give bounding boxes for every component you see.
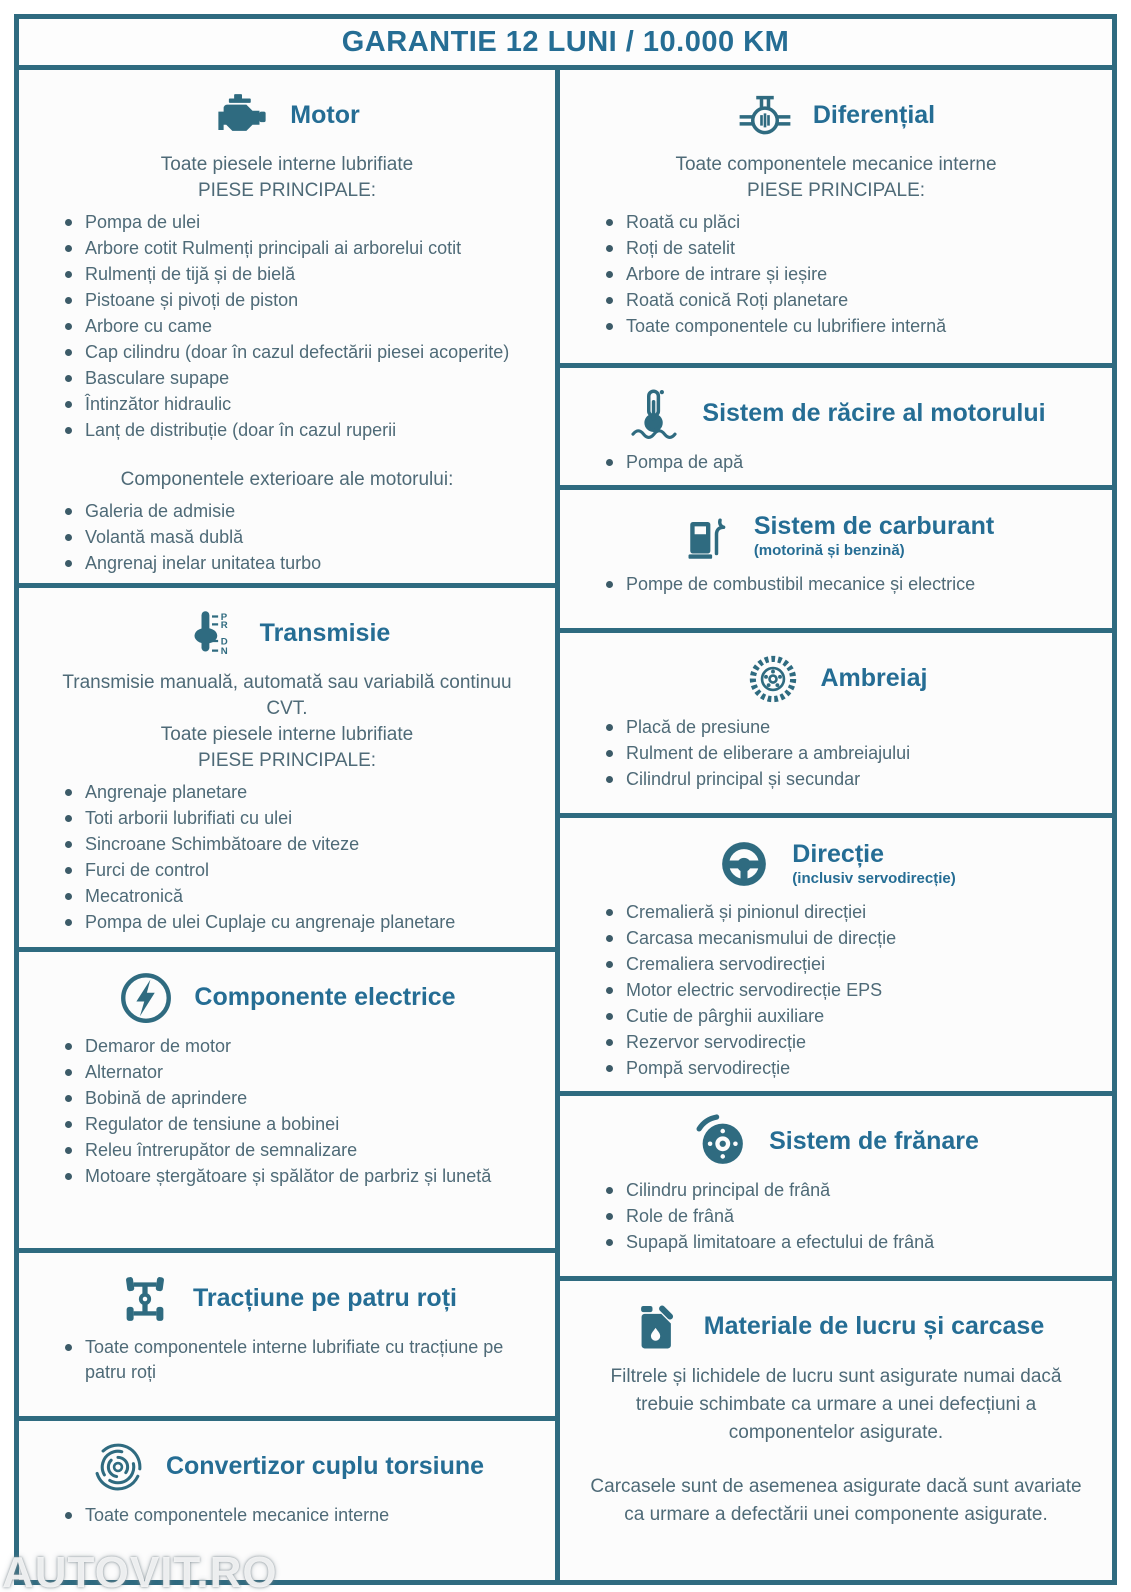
list-item: Toate componentele interne lubrifiate cu tracțiune pe patru roți [63, 1335, 537, 1385]
bullet-list [37, 1034, 537, 1189]
intro-line: Carcasele sunt de asemenea asigurate dacă sunt avariate ca urmare a defectării unei componente asigurate. [590, 1476, 1082, 1525]
list-item: Pompe de combustibil mecanice și electrice [604, 572, 1094, 597]
bullet-list [37, 1503, 537, 1528]
list-item: Arbore cu came [63, 314, 537, 339]
list-item: Alternator [63, 1060, 537, 1085]
list-item: Angrenaj inelar unitatea turbo [63, 551, 537, 576]
list-item: Arbore de intrare și ieșire [604, 262, 1094, 287]
list-item: Carcasa mecanismului de direcție [604, 926, 1094, 951]
list-item: Pompă servodirecție [604, 1056, 1094, 1081]
section-header [37, 606, 537, 662]
torque-converter-icon [90, 1439, 146, 1495]
list-item: Pompa de ulei [63, 210, 537, 235]
bullet-list [37, 499, 537, 576]
section-directie [560, 818, 1112, 1096]
list-item: Pistoane și pivoți de piston [63, 288, 537, 313]
list-item: Angrenaje planetare [63, 780, 537, 805]
list-item: Roți de satelit [604, 236, 1094, 261]
list-item: Placă de presiune [604, 715, 1094, 740]
section-header [578, 88, 1094, 144]
bullet-list [37, 1335, 537, 1385]
bullet-list [578, 1178, 1094, 1255]
intro-line: Toate piesele interne lubrifiate [160, 724, 414, 745]
differential-icon [737, 88, 793, 144]
list-item: Rezervor servodirecție [604, 1030, 1094, 1055]
list-item: Cremalieră și pinionul direcției [604, 900, 1094, 925]
list-item: Întinzător hidraulic [63, 392, 537, 417]
section-motor [19, 70, 555, 588]
list-item: Cilindru principal de frână [604, 1178, 1094, 1203]
list-item: Arbore cotit Rulmenți principali ai arborelui cotit [63, 236, 537, 261]
intro-line: Componentele exterioare ale motorului: [120, 469, 454, 490]
section-franare [560, 1096, 1112, 1281]
section-racire-motor [560, 368, 1112, 490]
bullet-list [37, 780, 537, 935]
page-title: GARANTIE 12 LUNI / 10.000 KM [341, 25, 790, 58]
oil-canister-icon [628, 1299, 684, 1355]
bullet-list [578, 210, 1094, 339]
section-header [578, 508, 1094, 564]
four-wheel-drive-icon [117, 1271, 173, 1327]
fuel-pump-icon [678, 508, 734, 564]
section-transmisie [19, 588, 555, 952]
center-text-block [578, 1363, 1094, 1447]
section-title: Sistem de frănare [769, 1127, 979, 1156]
intro-line: PIESE PRINCIPALE: [746, 180, 926, 201]
list-item: Galeria de admisie [63, 499, 537, 524]
section-tractiune-patru-roti [19, 1253, 555, 1421]
section-header [37, 1439, 537, 1495]
warranty-frame [14, 14, 1117, 1585]
thermometer-icon [626, 386, 682, 442]
list-item: Cap cilindru (doar în cazul defectării piesei acoperite) [63, 340, 537, 365]
bullet-list [37, 210, 537, 443]
list-item: Lanț de distribuție (doar în cazul ruperii [63, 418, 537, 443]
list-item: Role de frână [604, 1204, 1094, 1229]
center-text-block [37, 670, 537, 774]
gear-shifter-icon [184, 606, 240, 662]
bullet-list [578, 450, 1094, 475]
section-convertizor-cuplu [19, 1421, 555, 1580]
list-item: Roată conică Roți planetare [604, 288, 1094, 313]
section-title: Componente electrice [194, 983, 456, 1012]
svg-text:N: N [220, 646, 228, 658]
svg-text:P: P [220, 612, 227, 623]
svg-text:R: R [220, 619, 228, 631]
section-ambreiaj [560, 633, 1112, 818]
list-item: Motoare ștergătoare și spălător de parbriz și lunetă [63, 1164, 537, 1189]
intro-line: PIESE PRINCIPALE: [197, 180, 377, 201]
section-carburant [560, 490, 1112, 633]
list-item: Cutie de pârghii auxiliare [604, 1004, 1094, 1029]
section-title: Ambreiaj [820, 664, 928, 693]
section-header [578, 1299, 1094, 1355]
list-item: Roată cu plăci [604, 210, 1094, 235]
section-title: Tracțiune pe patru roți [193, 1284, 457, 1313]
section-title: Diferențial [812, 101, 936, 130]
intro-line: Toate componentele mecanice interne [675, 154, 997, 175]
list-item: Toti arborii lubrifiati cu ulei [63, 806, 537, 831]
section-materiale-carcase [560, 1281, 1112, 1580]
brake-disc-icon [693, 1114, 749, 1170]
list-item: Cremaliera servodirecției [604, 952, 1094, 977]
section-title: Materiale de lucru și carcase [703, 1312, 1045, 1341]
list-item: Pompa de apă [604, 450, 1094, 475]
intro-line: PIESE PRINCIPALE: [197, 750, 377, 771]
list-item: Rulmenți de tijă și de bielă [63, 262, 537, 287]
list-item: Cilindrul principal și secundar [604, 767, 1094, 792]
section-title: Direcție [792, 839, 885, 868]
section-diferential [560, 70, 1112, 368]
section-title: Motor [290, 101, 360, 130]
section-title: Sistem de carburant [753, 511, 995, 540]
intro-line: Toate piesele interne lubrifiate [160, 154, 414, 175]
bullet-list [578, 900, 1094, 1081]
section-title: Sistem de răcire al motorului [702, 399, 1046, 428]
list-item: Bobină de aprindere [63, 1086, 537, 1111]
section-title: Convertizor cuplu torsiune [165, 1452, 485, 1481]
clutch-disc-icon [745, 651, 801, 707]
list-item: Rulment de eliberare a ambreiajului [604, 741, 1094, 766]
left-column [19, 70, 560, 1580]
header [19, 19, 1112, 70]
center-text-block [37, 467, 537, 493]
list-item: Furci de control [63, 858, 537, 883]
svg-text:D: D [220, 636, 228, 648]
intro-line: Filtrele și lichidele de lucru sunt asigurate numai dacă trebuie schimbate ca urmare a unei defecțiuni a componentelor asigurate. [610, 1366, 1062, 1443]
list-item: Demaror de motor [63, 1034, 537, 1059]
section-title: Transmisie [259, 619, 391, 648]
section-header [578, 651, 1094, 707]
center-text-block [578, 152, 1094, 204]
center-text-block [578, 1473, 1094, 1529]
list-item: Sincroane Schimbătoare de viteze [63, 832, 537, 857]
lightning-icon [118, 970, 174, 1026]
section-header [578, 1114, 1094, 1170]
list-item: Releu întrerupător de semnalizare [63, 1138, 537, 1163]
section-header [578, 836, 1094, 892]
section-componente-electrice [19, 952, 555, 1253]
list-item: Toate componentele cu lubrifiere internă [604, 314, 1094, 339]
list-item: Supapă limitatoare a efectului de frână [604, 1230, 1094, 1255]
list-item: Mecatronică [63, 884, 537, 909]
watermark: AUTOVIT.RO [2, 1548, 278, 1592]
list-item: Regulator de tensiune a bobinei [63, 1112, 537, 1137]
list-item: Volantă masă dublă [63, 525, 537, 550]
section-header [578, 386, 1094, 442]
engine-icon [214, 88, 270, 144]
section-header [37, 88, 537, 144]
steering-wheel-icon [716, 836, 772, 892]
bullet-list [578, 715, 1094, 792]
right-column [560, 70, 1112, 1580]
section-header [37, 1271, 537, 1327]
center-text-block [37, 152, 537, 204]
section-header [37, 970, 537, 1026]
list-item: Pompa de ulei Cuplaje cu angrenaje planetare [63, 910, 537, 935]
list-item: Toate componentele mecanice interne [63, 1503, 537, 1528]
bullet-list [578, 572, 1094, 597]
section-subtitle: (motorină și benzină) [753, 542, 905, 560]
columns [19, 70, 1112, 1580]
list-item: Motor electric servodirecție EPS [604, 978, 1094, 1003]
intro-line: Transmisie manuală, automată sau variabilă continuu CVT. [62, 672, 512, 719]
list-item: Basculare supape [63, 366, 537, 391]
section-subtitle: (inclusiv servodirecție) [792, 870, 956, 888]
